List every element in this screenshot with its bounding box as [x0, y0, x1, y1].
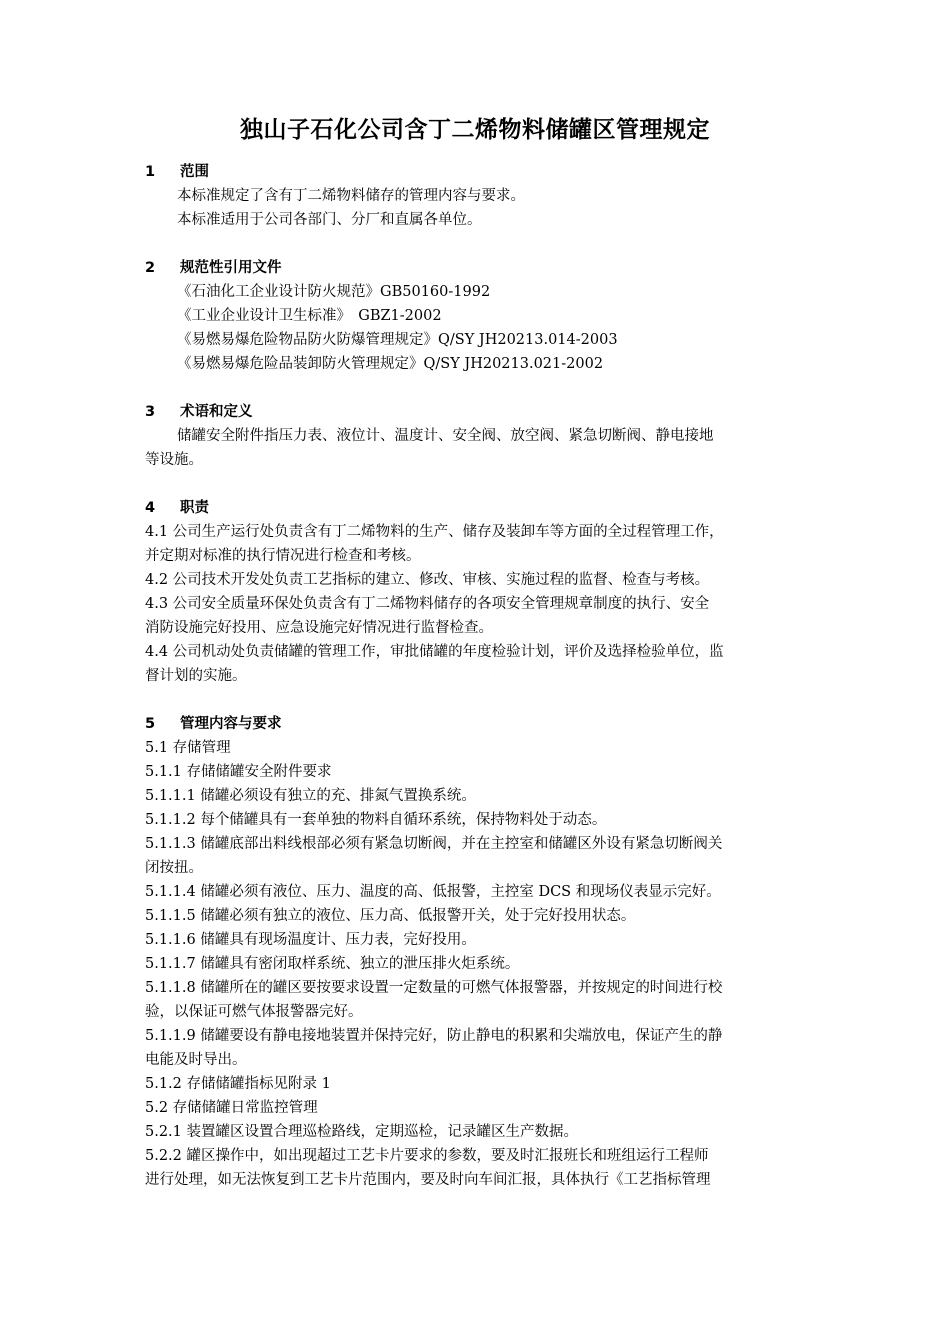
paragraph-line: 进行处理，如无法恢复到工艺卡片范围内，要及时向车间汇报，具体执行《工艺指标管理 — [145, 1172, 711, 1188]
section-title: 职责 — [180, 500, 209, 516]
paragraph-line: 5.1.1.3 储罐底部出料线根部必须有紧急切断阀，并在主控室和储罐区外设有紧急切断阀关 — [145, 836, 723, 852]
reference-item: 《石油化工企业设计防火规范》GB50160-1992 — [177, 284, 491, 300]
paragraph-line: 5.1.2 存储储罐指标见附录 1 — [145, 1076, 331, 1092]
paragraph-line: 5.2.1 装置罐区设置合理巡检路线，定期巡检，记录罐区生产数据。 — [145, 1124, 579, 1140]
paragraph-line: 督计划的实施。 — [145, 668, 247, 684]
paragraph-line: 储罐安全附件指压力表、液位计、温度计、安全阀、放空阀、紧急切断阀、静电接地 — [177, 428, 714, 444]
section-number: 5 — [145, 716, 156, 732]
section-number: 1 — [145, 164, 156, 180]
reference-item: 《工业企业设计卫生标准》 GBZ1-2002 — [177, 308, 442, 324]
paragraph-line: 4.1 公司生产运行处负责含有丁二烯物料的生产、储存及装卸车等方面的全过程管理工作， — [145, 524, 724, 540]
reference-item: 《易燃易爆危险物品防火防爆管理规定》Q/SY JH20213.014-2003 — [177, 332, 618, 348]
section-number: 3 — [145, 404, 156, 420]
paragraph-line: 5.1.1.9 储罐要设有静电接地装置并保持完好，防止静电的积累和尖端放电，保证产生的静 — [145, 1028, 723, 1044]
section-title: 规范性引用文件 — [180, 260, 282, 276]
paragraph-line: 消防设施完好投用、应急设施完好情况进行监督检查。 — [145, 620, 493, 636]
section-heading — [145, 496, 815, 520]
spacer — [145, 688, 815, 712]
paragraph-line: 本标准适用于公司各部门、分厂和直属各单位。 — [177, 212, 482, 228]
paragraph-line: 5.1.1.1 储罐必须设有独立的充、排氮气置换系统。 — [145, 788, 476, 804]
section-number: 4 — [145, 500, 156, 516]
spacer — [145, 472, 815, 496]
paragraph-line: 5.1.1 存储储罐安全附件要求 — [145, 764, 332, 780]
reference-item: 《易燃易爆危险品装卸防火管理规定》Q/SY JH20213.021-2002 — [177, 356, 604, 372]
paragraph-line: 验，以保证可燃气体报警器完好。 — [145, 1004, 363, 1020]
paragraph-line: 闭按扭。 — [145, 860, 203, 876]
paragraph-line: 5.1.1.2 每个储罐具有一套单独的物料自循环系统，保持物料处于动态。 — [145, 812, 607, 828]
spacer — [145, 376, 815, 400]
paragraph-line: 5.1.1.5 储罐必须有独立的液位、压力高、低报警开关，处于完好投用状态。 — [145, 908, 636, 924]
document-title: 独山子石化公司含丁二烯物料储罐区管理规定 — [240, 117, 710, 143]
spacer — [145, 232, 815, 256]
paragraph-line: 等设施。 — [145, 452, 203, 468]
section-title: 范围 — [180, 164, 209, 180]
paragraph-line: 4.4 公司机动处负责储罐的管理工作，审批储罐的年度检验计划，评价及选择检验单位，监 — [145, 644, 724, 660]
paragraph-line: 电能及时导出。 — [145, 1052, 247, 1068]
section-heading — [145, 400, 815, 424]
paragraph-line: 4.3 公司安全质量环保处负责含有丁二烯物料储存的各项安全管理规章制度的执行、安全 — [145, 596, 710, 612]
document-body — [145, 160, 815, 1192]
paragraph-line: 5.1.1.4 储罐必须有液位、压力、温度的高、低报警，主控室 DCS 和现场仪表显示完好。 — [145, 884, 721, 900]
section-number: 2 — [145, 260, 156, 276]
paragraph-line: 5.2.2 罐区操作中，如出现超过工艺卡片要求的参数，要及时汇报班长和班组运行工程师 — [145, 1148, 709, 1164]
paragraph-line: 5.1.1.8 储罐所在的罐区要按要求设置一定数量的可燃气体报警器，并按规定的时间进行校 — [145, 980, 723, 996]
section-title: 管理内容与要求 — [180, 716, 282, 732]
paragraph-line: 5.1.1.7 储罐具有密闭取样系统、独立的泄压排火炬系统。 — [145, 956, 520, 972]
section-heading — [145, 712, 815, 736]
paragraph-line: 本标准规定了含有丁二烯物料储存的管理内容与要求。 — [177, 188, 525, 204]
section-title: 术语和定义 — [180, 404, 253, 420]
paragraph-line: 5.2 存储储罐日常监控管理 — [145, 1100, 318, 1116]
paragraph-line: 4.2 公司技术开发处负责工艺指标的建立、修改、审核、实施过程的监督、检查与考核。 — [145, 572, 710, 588]
section-heading — [145, 256, 815, 280]
paragraph-line: 并定期对标准的执行情况进行检查和考核。 — [145, 548, 421, 564]
paragraph-line: 5.1 存储管理 — [145, 740, 231, 756]
section-heading — [145, 160, 815, 184]
paragraph-line: 5.1.1.6 储罐具有现场温度计、压力表，完好投用。 — [145, 932, 476, 948]
